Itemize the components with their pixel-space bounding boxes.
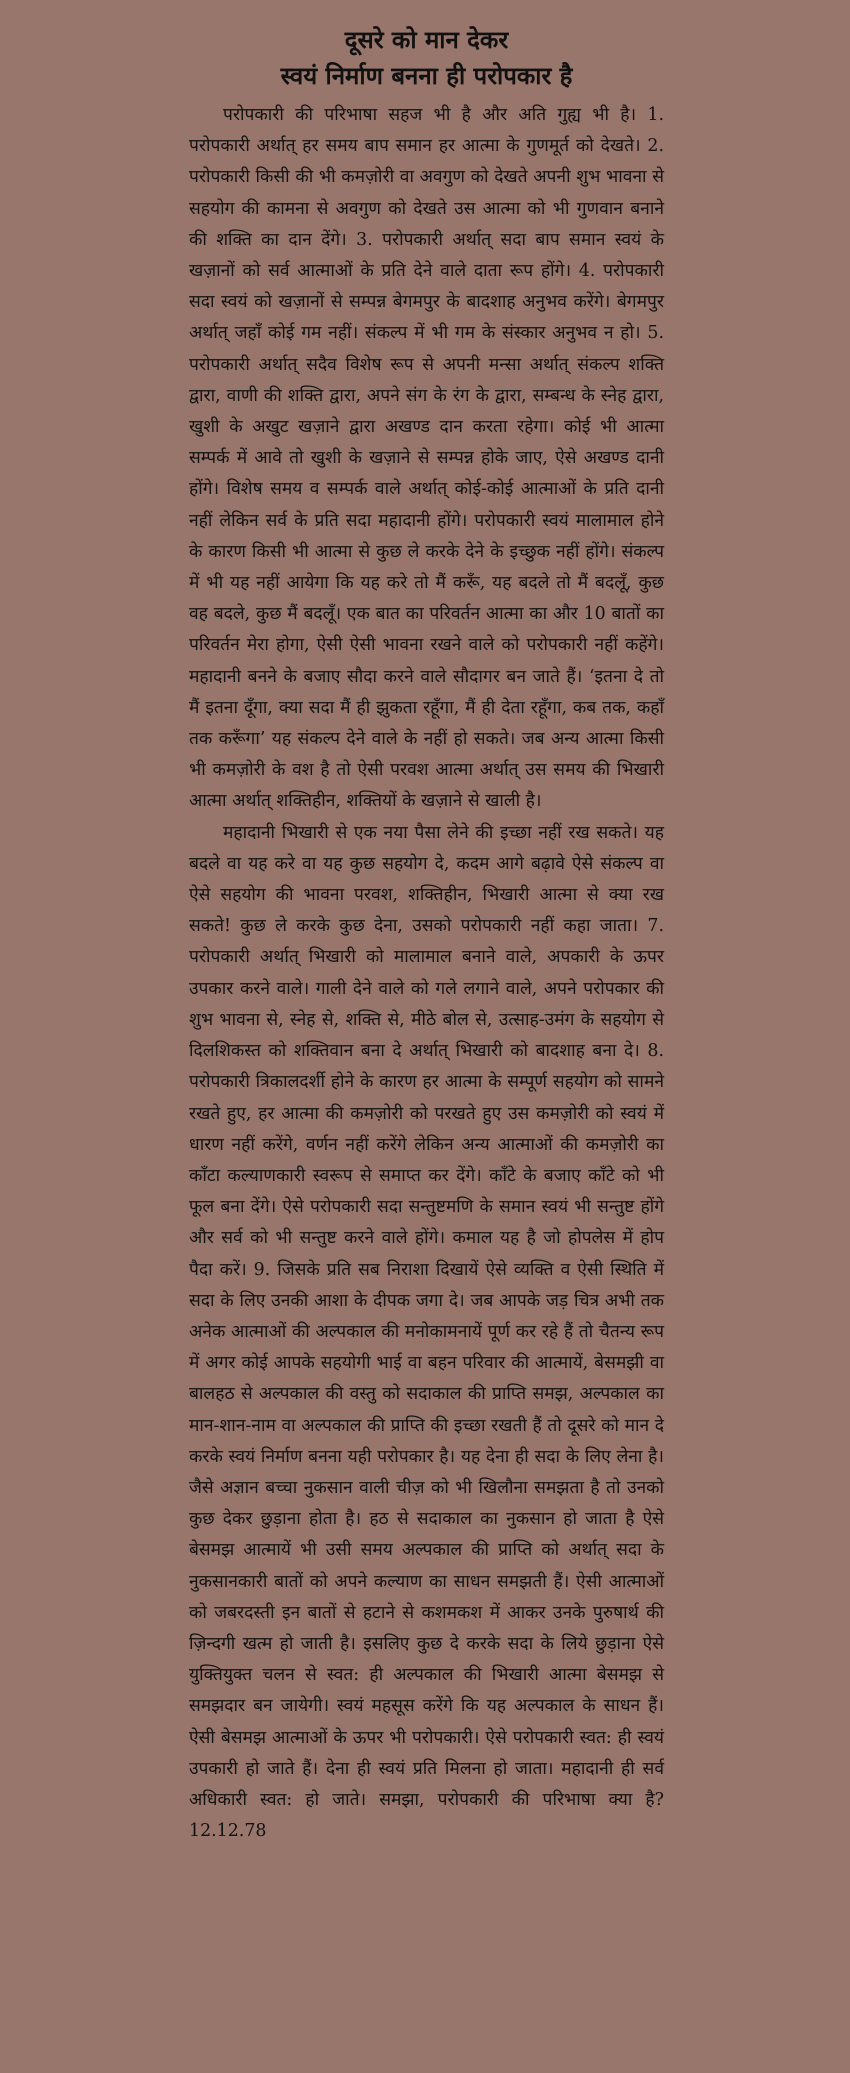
document-page — [189, 22, 664, 1847]
body-text — [189, 100, 664, 1847]
paragraph: महादानी भिखारी से एक नया पैसा लेने की इच्छा नहीं रख सकते। यह बदले वा यह करे वा यह कुछ सहयोग दे, कदम आगे बढ़ावे ऐसे संकल्प वा ऐसे सहयोग की भावना परवश, शक्तिहीन, भिखारी आत्मा से क्या रख सकते! कुछ ले करके कुछ देना, उसको परोपकारी नहीं कहा जाता। 7. परोपकारी अर्थात् भिखारी को मालामाल बनाने वाले, अपकारी के ऊपर उपकार करने वाले। गाली देने वाले को गले लगाने वाले, अपने परोपकार की शुभ भावना से, स्नेह से, शक्ति से, मीठे बोल से, उत्साह-उमंग के सहयोग से दिलशिकस्त को शक्तिवान बना दे अर्थात् भिखारी को बादशाह बना दे। 8. परोपकारी त्रिकालदर्शी होने के कारण हर आत्मा के सम्पूर्ण सहयोग को सामने रखते हुए, हर आत्मा की कमज़ोरी को परखते हुए उस कमज़ोरी को स्वयं में धारण नहीं करेंगे, वर्णन नहीं करेंगे लेकिन अन्य आत्माओं की कमज़ोरी का काँटा कल्याणकारी स्वरूप से समाप्त कर देंगे। काँटे के बजाए काँटे को भी फूल बना देंगे। ऐसे परोपकारी सदा सन्तुष्टमणि के समान स्वयं भी सन्तुष्ट होंगे और सर्व को भी सन्तुष्ट करने वाले होंगे। कमाल यह है जो होपलेस में होप पैदा करें। 9. जिसके प्रति सब निराशा दिखायें ऐसे व्यक्ति व ऐसी स्थिति में सदा के लिए उनकी आशा के दीपक जगा दे। जब आपके जड़ चित्र अभी तक अनेक आत्माओं की अल्पकाल की मनोकामनायें पूर्ण कर रहे हैं तो चैतन्य रूप में अगर कोई आपके सहयोगी भाई वा बहन परिवार की आत्मायें, बेसमझी वा बालहठ से अल्पकाल की वस्तु को सदाकाल की प्राप्ति समझ, अल्पकाल का मान-शान-नाम वा अल्पकाल की प्राप्ति की इच्छा रखती हैं तो दूसरे को मान दे करके स्वयं निर्माण बनना यही परोपकार है। यह देना ही सदा के लिए लेना है। जैसे अज्ञान बच्चा नुकसान वाली चीज़ को भी खिलौना समझता है तो उनको कुछ देकर छुड़ाना होता है। हठ से सदाकाल का नुकसान हो जाता है ऐसे बेसमझ आत्मायें भी उसी समय अल्पकाल की प्राप्ति को अर्थात् सदा के नुकसानकारी बातों को अपने कल्याण का साधन समझती हैं। ऐसी आत्माओं को जबरदस्ती इन बातों से हटाने से कशमकश में आकर उनके पुरुषार्थ की ज़िन्दगी खत्म हो जाती है। इसलिए कुछ दे करके सदा के लिये छुड़ाना ऐसे युक्तियुक्त चलन से स्वत: ही अल्पकाल की भिखारी आत्मा बेसमझ से समझदार बन जायेगी। स्वयं महसूस करेंगे कि यह अल्पकाल के साधन हैं। ऐसी बेसमझ आत्माओं के ऊपर भी परोपकारी। ऐसे परोपकारी स्वत: ही स्वयं उपकारी हो जाते हैं। देना ही स्वयं प्रति मिलना हो जाता। महादानी ही सर्व अधिकारी स्वत: हो जाते। समझा, परोपकारी की परिभाषा क्या है? 12.12.78 — [189, 822, 664, 1842]
title-line-2: स्वयं निर्माण बनना ही परोपकार है — [280, 61, 573, 90]
page-title — [189, 22, 664, 94]
title-line-1: दूसरे को मान देकर — [344, 25, 509, 54]
paragraph: परोपकारी की परिभाषा सहज भी है और अति गुह्य भी है। 1. परोपकारी अर्थात् हर समय बाप समान हर आत्मा के गुणमूर्त को देखते। 2. परोपकारी किसी की भी कमज़ोरी वा अवगुण को देखते अपनी शुभ भावना से सहयोग की कामना से अवगुण को देखते उस आत्मा को भी गुणवान बनाने की शक्ति का दान देंगे। 3. परोपकारी अर्थात् सदा बाप समान स्वयं के खज़ानों को सर्व आत्माओं के प्रति देने वाले दाता रूप होंगे। 4. परोपकारी सदा स्वयं को खज़ानों से सम्पन्न बेगमपुर के बादशाह अनुभव करेंगे। बेगमपुर अर्थात् जहाँ कोई गम नहीं। संकल्प में भी गम के संस्कार अनुभव न हो। 5. परोपकारी अर्थात् सदैव विशेष रूप से अपनी मन्सा अर्थात् संकल्प शक्ति द्वारा, वाणी की शक्ति द्वारा, अपने संग के रंग के द्वारा, सम्बन्ध के स्नेह द्वारा, खुशी के अखुट खज़ाने द्वारा अखण्ड दान करता रहेगा। कोई भी आत्मा सम्पर्क में आवे तो खुशी के खज़ाने से सम्पन्न होके जाए, ऐसे अखण्ड दानी होंगे। विशेष समय व सम्पर्क वाले अर्थात् कोई-कोई आत्माओं के प्रति दानी नहीं लेकिन सर्व के प्रति सदा महादानी होंगे। परोपकारी स्वयं मालामाल होने के कारण किसी भी आत्मा से कुछ ले करके देने के इच्छुक नहीं होंगे। संकल्प में भी यह नहीं आयेगा कि यह करे तो मैं करूँ, यह बदले तो मैं बदलूँ, कुछ वह बदले, कुछ मैं बदलूँ। एक बात का परिवर्तन आत्मा का और 10 बातों का परिवर्तन मेरा होगा, ऐसी ऐसी भावना रखने वाले को परोपकारी नहीं कहेंगे। महादानी बनने के बजाए सौदा करने वाले सौदागर बन जाते हैं। ‘इतना दे तो मैं इतना दूँगा, क्या सदा मैं ही झुकता रहूँगा, मैं ही देता रहूँगा, कब तक, कहाँ तक करूँगा’ यह संकल्प देने वाले के नहीं हो सकते। जब अन्य आत्मा किसी भी कमज़ोरी के वश है तो ऐसी परवश आत्मा अर्थात् उस समय की भिखारी आत्मा अर्थात् शक्तिहीन, शक्तियों के खज़ाने से खाली है। — [189, 105, 664, 812]
